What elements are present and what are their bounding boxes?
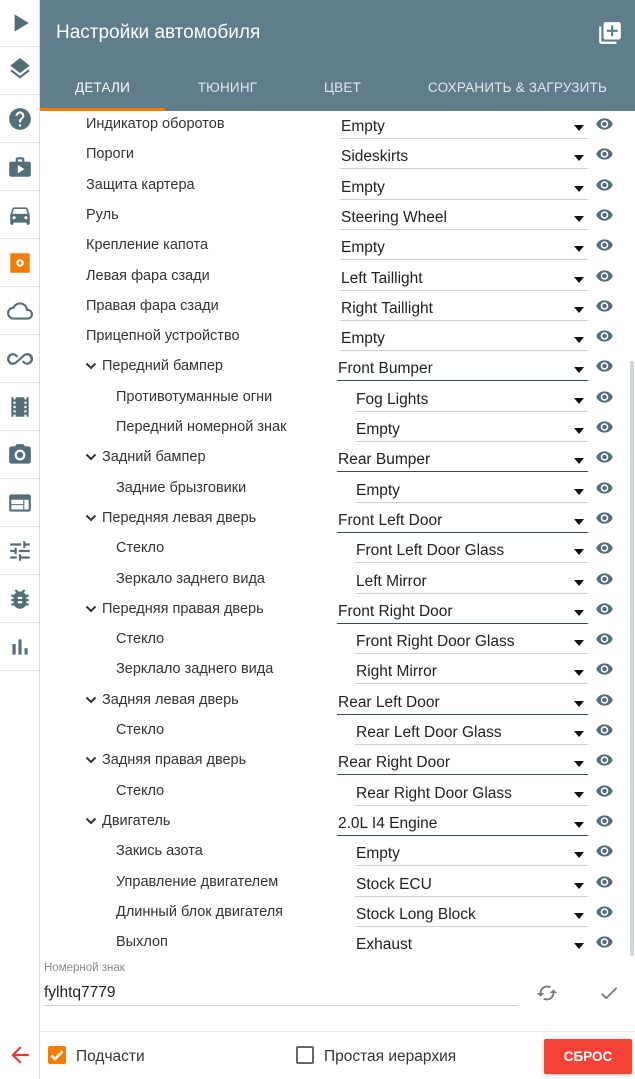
tune-icon[interactable]: [0, 528, 39, 575]
dropdown-arrow-icon: [574, 186, 584, 192]
dropdown-arrow-icon: [574, 216, 584, 222]
part-select[interactable]: [355, 869, 588, 897]
part-select-value: Front Left Door Glass: [356, 542, 505, 560]
part-select-value: Stock ECU: [356, 875, 432, 893]
part-row: [40, 263, 620, 293]
part-select[interactable]: [355, 778, 588, 806]
part-label: Задняя правая дверь: [102, 752, 247, 769]
panel-header: [40, 0, 635, 111]
eye-icon[interactable]: [593, 933, 616, 951]
part-label: Выхлоп: [116, 934, 168, 951]
part-select[interactable]: [337, 353, 588, 381]
dropdown-arrow-icon: [574, 883, 584, 889]
dropdown-arrow-icon: [574, 246, 584, 252]
part-row: [40, 566, 620, 596]
part-row: [40, 353, 620, 383]
part-select-value: Front Right Door Glass: [356, 633, 515, 651]
part-row: [40, 414, 620, 444]
footer-bar: [40, 1031, 635, 1079]
part-label: Прицепной устройство: [86, 328, 240, 345]
arrow-left-icon[interactable]: [0, 1030, 39, 1079]
part-select-value: Left Mirror: [356, 572, 427, 590]
part-select[interactable]: [340, 263, 588, 291]
eye-icon[interactable]: [593, 751, 616, 769]
part-row: [40, 475, 620, 505]
part-select[interactable]: [355, 838, 588, 866]
part-select[interactable]: [355, 384, 588, 412]
dropdown-arrow-icon: [574, 277, 584, 283]
dropdown-arrow-icon: [574, 640, 584, 646]
part-select[interactable]: [337, 808, 588, 836]
part-select-value: Empty: [356, 845, 400, 863]
part-label: Левая фара сзади: [86, 267, 210, 284]
parts-list: [40, 111, 635, 956]
license-plate-section: [40, 956, 635, 1031]
dropdown-arrow-icon: [574, 489, 584, 495]
dropdown-arrow-icon: [574, 519, 584, 525]
dropdown-arrow-icon: [574, 398, 584, 404]
eye-icon[interactable]: [593, 782, 616, 800]
tab-bar: [40, 66, 635, 111]
license-plate-input[interactable]: [44, 978, 518, 1006]
eye-icon[interactable]: [593, 570, 616, 588]
part-select-value: Fog Lights: [356, 390, 429, 408]
dropdown-arrow-icon: [574, 792, 584, 798]
cloud-icon[interactable]: [0, 288, 39, 335]
dropdown-arrow-icon: [574, 913, 584, 919]
chevron-down-icon[interactable]: [85, 359, 97, 371]
check-icon[interactable]: [598, 982, 624, 1008]
dropdown-arrow-icon: [574, 367, 584, 373]
part-row: [40, 929, 620, 956]
eye-icon[interactable]: [593, 206, 616, 224]
settings-icon[interactable]: [0, 240, 39, 287]
part-row: [40, 384, 620, 414]
dropdown-arrow-icon: [574, 701, 584, 707]
part-select-value: Stock Long Block: [356, 905, 476, 923]
part-select[interactable]: [355, 414, 588, 442]
part-label: Правая фара сзади: [86, 297, 219, 314]
part-select-value: Right Mirror: [356, 663, 437, 681]
part-select-value: Empty: [341, 239, 385, 257]
dropdown-arrow-icon: [574, 852, 584, 858]
part-row: [40, 656, 620, 686]
eye-icon[interactable]: [593, 842, 616, 860]
part-select[interactable]: [337, 444, 588, 472]
camera-icon[interactable]: [0, 432, 39, 479]
part-row: [40, 747, 620, 777]
part-select[interactable]: [355, 566, 588, 594]
part-row: [40, 505, 620, 535]
part-row: [40, 293, 620, 323]
part-row: [40, 687, 620, 717]
part-label: Защита картера: [86, 176, 195, 193]
part-row: [40, 323, 620, 353]
part-label: Стекло: [116, 782, 165, 799]
eye-icon[interactable]: [593, 267, 616, 285]
dropdown-arrow-icon: [574, 155, 584, 161]
tab-save-load[interactable]: СОХРАНИТЬ & ЗАГРУЗИТЬ: [427, 80, 608, 95]
eye-icon[interactable]: [593, 297, 616, 315]
part-label: Зеркало заднего вида: [116, 570, 265, 587]
add-box-icon[interactable]: [597, 20, 623, 46]
chevron-down-icon[interactable]: [85, 450, 97, 462]
dropdown-arrow-icon: [574, 549, 584, 555]
part-select-value: Rear Left Door Glass: [356, 724, 502, 741]
eye-icon[interactable]: [593, 327, 616, 345]
layers-icon[interactable]: [0, 48, 39, 95]
dropdown-arrow-icon: [574, 610, 584, 616]
part-select[interactable]: [340, 202, 588, 230]
dropdown-arrow-icon: [574, 125, 584, 131]
part-label: Стекло: [116, 540, 165, 557]
sidebar: [0, 0, 40, 1079]
eye-icon[interactable]: [593, 630, 616, 648]
browser-icon[interactable]: [0, 480, 39, 527]
refresh-icon[interactable]: [536, 982, 562, 1008]
reset-button[interactable]: СБРОС: [544, 1039, 632, 1074]
part-select[interactable]: [340, 323, 588, 351]
part-label: Стекло: [116, 722, 165, 738]
part-select-value: Left Taillight: [341, 269, 423, 287]
panel-title: Настройки автомобиля: [56, 22, 261, 43]
part-select[interactable]: [355, 626, 588, 654]
eye-icon[interactable]: [593, 479, 616, 497]
part-select-value: 2.0L I4 Engine: [338, 814, 438, 832]
infinity-icon[interactable]: [0, 336, 39, 383]
dropdown-arrow-icon: [574, 458, 584, 464]
eye-icon[interactable]: [593, 660, 616, 678]
eye-icon[interactable]: [593, 721, 616, 739]
part-row: [40, 869, 620, 899]
part-label: Руль: [86, 206, 119, 223]
part-label: Передняя левая дверь: [102, 509, 257, 526]
part-row: [40, 535, 620, 565]
tab-tuning[interactable]: ТЮНИНГ: [197, 80, 258, 95]
eye-icon[interactable]: [593, 873, 616, 891]
dropdown-arrow-icon: [574, 580, 584, 586]
part-label: Управление двигателем: [116, 873, 279, 890]
part-select-value: Front Left Door: [338, 511, 443, 529]
dropdown-arrow-icon: [574, 337, 584, 343]
part-select-value: Empty: [341, 118, 385, 135]
film-icon[interactable]: [0, 384, 39, 431]
part-select[interactable]: [340, 111, 588, 139]
mission-icon[interactable]: [0, 144, 39, 191]
subparts-checkbox[interactable]: [48, 1046, 66, 1064]
part-label: Крепление капота: [86, 237, 209, 254]
eye-icon[interactable]: [593, 115, 616, 133]
play-icon[interactable]: [0, 0, 39, 47]
part-label: Длинный блок двигателя: [116, 903, 284, 920]
eye-icon[interactable]: [593, 812, 616, 830]
part-row: [40, 596, 620, 626]
part-select[interactable]: [355, 899, 588, 927]
eye-icon[interactable]: [593, 236, 616, 254]
eye-icon[interactable]: [593, 176, 616, 194]
part-select[interactable]: [340, 172, 588, 200]
license-plate-value: fylhtq7779: [44, 984, 116, 1001]
part-select-value: Steering Wheel: [341, 208, 447, 226]
part-select-value: Empty: [356, 421, 400, 438]
part-select-value: Empty: [356, 481, 400, 499]
part-row: [40, 626, 620, 656]
part-label: Противотуманные огни: [116, 388, 273, 405]
car-icon[interactable]: [0, 192, 39, 239]
part-label: Стекло: [116, 631, 165, 648]
chevron-down-icon[interactable]: [85, 602, 97, 614]
part-select[interactable]: [355, 717, 588, 745]
dropdown-arrow-icon: [574, 943, 584, 949]
part-label: Задние брызговики: [116, 479, 247, 496]
dropdown-arrow-icon: [574, 670, 584, 676]
simple-hierarchy-label: Простая иерархия: [324, 1048, 457, 1065]
part-select-value: Rear Left Door: [338, 693, 440, 711]
part-select-value: Empty: [341, 178, 385, 196]
chevron-down-icon[interactable]: [85, 814, 97, 826]
eye-icon[interactable]: [593, 357, 616, 375]
part-row: [40, 232, 620, 262]
part-select[interactable]: [337, 747, 588, 775]
part-select[interactable]: [355, 656, 588, 684]
part-select-value: Front Right Door: [338, 602, 453, 620]
part-label: Индикатор оборотов: [86, 116, 225, 132]
part-select-value: Front Bumper: [338, 360, 433, 378]
eye-icon[interactable]: [593, 600, 616, 618]
part-row: [40, 172, 620, 202]
part-row: [40, 808, 620, 838]
part-select-value: Rear Right Door Glass: [356, 784, 512, 802]
part-row: [40, 778, 620, 808]
subparts-label: Подчасти: [76, 1048, 145, 1065]
part-select-value: Right Taillight: [341, 299, 433, 317]
part-label: Передний номерной знак: [116, 419, 287, 435]
eye-icon[interactable]: [593, 539, 616, 557]
part-select-value: Rear Right Door: [338, 754, 450, 772]
part-row: [40, 838, 620, 868]
bug-icon[interactable]: [0, 576, 39, 623]
part-select-value: Exhaust: [356, 936, 413, 954]
part-select[interactable]: [340, 232, 588, 260]
eye-icon[interactable]: [593, 145, 616, 163]
bar-chart-icon[interactable]: [0, 624, 39, 671]
part-label: Пороги: [86, 146, 135, 163]
part-select[interactable]: [340, 293, 588, 321]
part-row: [40, 111, 620, 141]
simple-hierarchy-checkbox[interactable]: [296, 1046, 314, 1064]
eye-icon[interactable]: [593, 388, 616, 406]
eye-icon[interactable]: [593, 448, 616, 466]
part-label: Передний бампер: [102, 358, 223, 375]
part-row: [40, 899, 620, 929]
dropdown-arrow-icon: [574, 822, 584, 828]
part-label: Задняя левая дверь: [102, 691, 239, 708]
part-select[interactable]: [337, 596, 588, 624]
part-select-value: Empty: [341, 330, 385, 348]
part-select[interactable]: [340, 141, 588, 169]
eye-icon[interactable]: [593, 691, 616, 709]
eye-icon[interactable]: [593, 903, 616, 921]
part-select-value: Sideskirts: [341, 148, 409, 166]
part-label: Передняя правая дверь: [102, 600, 264, 617]
chevron-down-icon[interactable]: [85, 511, 97, 523]
tab-details[interactable]: ДЕТАЛИ: [74, 80, 130, 95]
eye-icon[interactable]: [593, 418, 616, 436]
part-select-value: Rear Bumper: [338, 451, 431, 469]
part-label: Закись азота: [116, 843, 203, 860]
dropdown-arrow-icon: [574, 761, 584, 767]
scrollbar[interactable]: [630, 361, 634, 956]
part-label: Двигатель: [102, 812, 171, 829]
chevron-down-icon[interactable]: [85, 753, 97, 765]
part-row: [40, 141, 620, 171]
license-plate-label: Номерной знак: [44, 962, 125, 974]
part-select[interactable]: [337, 505, 588, 533]
part-label: Зерклало заднего вида: [116, 661, 274, 678]
part-select[interactable]: [355, 929, 588, 956]
eye-icon[interactable]: [593, 509, 616, 527]
dropdown-arrow-icon: [574, 307, 584, 313]
part-label: Задний бампер: [102, 449, 206, 466]
part-row: [40, 202, 620, 232]
help-icon[interactable]: [0, 96, 39, 143]
part-row: [40, 444, 620, 474]
dropdown-arrow-icon: [574, 428, 584, 434]
part-select[interactable]: [355, 535, 588, 563]
part-select[interactable]: [337, 687, 588, 715]
part-select[interactable]: [355, 475, 588, 503]
dropdown-arrow-icon: [574, 731, 584, 737]
vehicle-config-panel: [40, 0, 635, 1079]
tab-color[interactable]: ЦВЕТ: [323, 80, 362, 95]
chevron-down-icon[interactable]: [85, 693, 97, 705]
part-row: [40, 717, 620, 747]
